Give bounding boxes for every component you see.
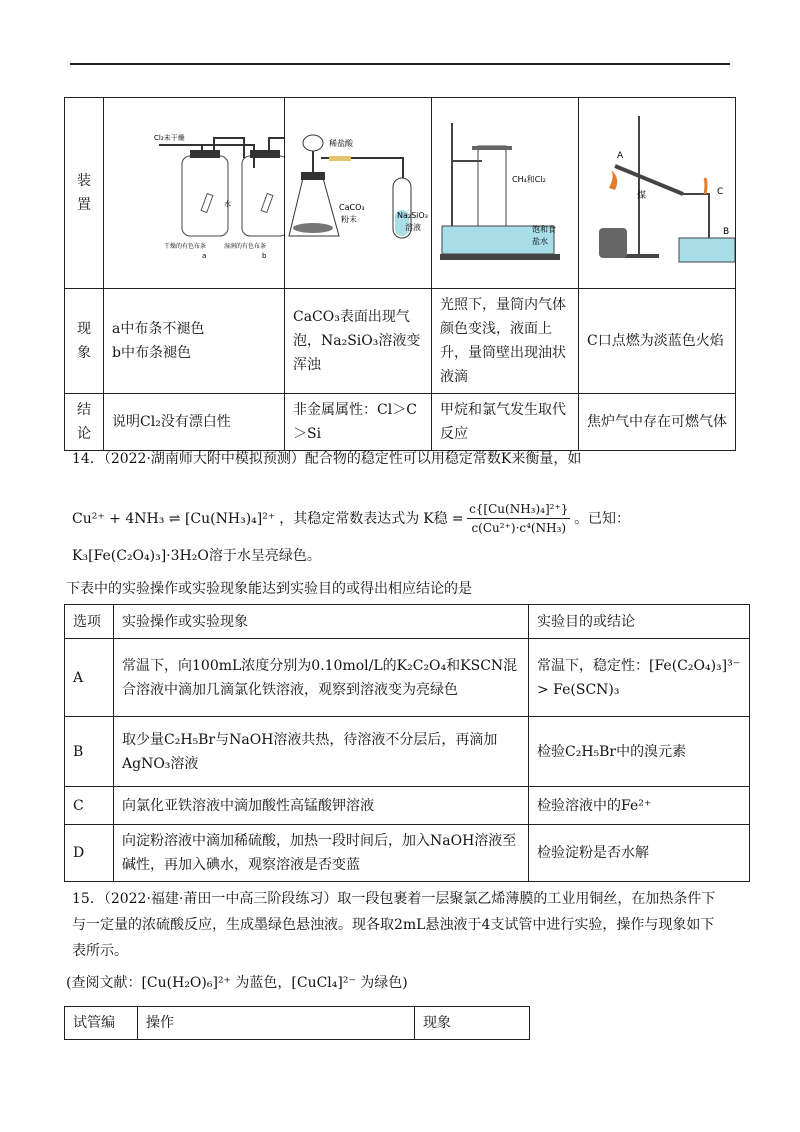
q14-stem: 14．（2022·湖南师大附中模拟预测）配合物的稳定性可以用稳定常数K来衡量，如 bbox=[72, 451, 582, 467]
header-rule bbox=[70, 63, 730, 65]
conclusion-4: 焦炉气中存在可燃气体 bbox=[579, 394, 736, 451]
q14-formula: K₃[Fe(C₂O₄)₃]·3H₂O bbox=[72, 548, 209, 564]
table-row bbox=[65, 787, 750, 825]
option-c-conclusion: 检验溶液中的Fe²⁺ bbox=[529, 787, 750, 825]
q15-line1: 15．（2022·福建·莆田一中高三阶段练习）取一段包裹着一层聚氯乙烯薄膜的工业用铜丝，在加热条件下 bbox=[72, 891, 716, 907]
option-d-operation: 向淀粉溶液中滴加稀硫酸，加热一段时间后，加入NaOH溶液至碱性，再加入碘水，观察溶液是否变蓝 bbox=[114, 825, 529, 882]
q15-line4: (查阅文献：[Cu(H₂O)₆]²⁺ 为蓝色，[CuCl₄]²⁻ 为绿色) bbox=[66, 975, 408, 991]
t2-header-option: 选项 bbox=[65, 605, 114, 639]
q14-line4: 下表中的实验操作或实验现象能达到实验目的或得出相应结论的是 bbox=[66, 581, 472, 597]
t3-header-operation: 操作 bbox=[138, 1007, 415, 1040]
app4-label-b: B bbox=[723, 227, 730, 237]
t3-header-phenomenon: 现象 bbox=[415, 1007, 530, 1040]
apparatus-coal-gas bbox=[579, 98, 736, 289]
app4-coal-label: 煤 bbox=[637, 191, 647, 201]
option-d-conclusion: 检验淀粉是否水解 bbox=[529, 825, 750, 882]
q14-k-fraction bbox=[467, 500, 570, 537]
q14-eq-left: Cu²⁺ + 4NH₃ ⇌ [Cu(NH₃)₄]²⁺ bbox=[72, 510, 276, 527]
q14-line3 bbox=[72, 545, 321, 567]
apparatus-methane-chlorine bbox=[432, 98, 579, 289]
experiment-table-1 bbox=[64, 97, 736, 451]
app4-label-a: A bbox=[617, 151, 624, 161]
t2-header-operation: 实验操作或实验现象 bbox=[114, 605, 529, 639]
option-b: B bbox=[65, 717, 114, 787]
row-label-device: 装置 bbox=[65, 98, 104, 289]
app1-label-b: 湿润的有色布条 bbox=[224, 243, 267, 250]
app2-sol1: Na₂SiO₃ bbox=[397, 211, 428, 220]
option-c: C bbox=[65, 787, 114, 825]
q14-equation: Cu²⁺ + 4NH₃ ⇌ [Cu(NH₃)₄]²⁺ ，其稳定常数表达式为 K稳 = $\frac{\text{c\{[Cu(NH₃)₄]²⁺\}}}{\text{c(Cu²⁺)·c⁴(NH₃)}}$ 。已知： bbox=[72, 502, 631, 535]
phenomenon-1b: b中布条褪色 bbox=[112, 345, 191, 361]
table-row bbox=[65, 825, 750, 882]
app2-solid2: 粉末 bbox=[341, 215, 357, 224]
app3-sol2: 盐水 bbox=[532, 237, 548, 246]
option-c-operation: 向氯化亚铁溶液中滴加酸性高锰酸钾溶液 bbox=[114, 787, 529, 825]
conclusion-3: 甲烷和氯气发生取代反应 bbox=[432, 394, 579, 451]
option-d: D bbox=[65, 825, 114, 882]
option-b-operation: 取少量C₂H₅Br与NaOH溶液共热，待溶液不分层后，再滴加AgNO₃溶液 bbox=[114, 717, 529, 787]
q14-k-symbol: K稳 bbox=[423, 510, 448, 527]
phenomenon-3: 光照下，量筒内气体颜色变浅，液面上升，量筒壁出现油状液滴 bbox=[432, 289, 579, 394]
app1-label-a2: a bbox=[202, 252, 207, 260]
q14-k-den: c(Cu²⁺)·c⁴(NH₃) bbox=[467, 518, 570, 537]
t3-header-tube: 试管编 bbox=[65, 1007, 138, 1040]
apparatus-acid-carbonate bbox=[285, 98, 432, 289]
q15-line3: 表所示。 bbox=[72, 943, 128, 959]
app4-label-c: C bbox=[717, 187, 724, 197]
q14-eq-end: 。已知： bbox=[574, 510, 631, 527]
app2-solid1: CaCO₃ bbox=[339, 203, 365, 212]
row-label-phenomenon: 现象 bbox=[65, 289, 104, 394]
app1-water-label: 水 bbox=[224, 200, 231, 208]
q14-eq-mid: ，其稳定常数表达式为 bbox=[279, 510, 420, 527]
phenomenon-1 bbox=[104, 289, 285, 394]
app2-acid-label: 稀盐酸 bbox=[329, 139, 353, 148]
app3-sol1: 饱和食 bbox=[532, 225, 556, 234]
app3-gas-label: CH₄和Cl₂ bbox=[512, 175, 546, 184]
option-a: A bbox=[65, 639, 114, 717]
app1-label-a: 干燥的有色布条 bbox=[164, 243, 207, 250]
phenomenon-2: CaCO₃表面出现气泡，Na₂SiO₃溶液变浑浊 bbox=[285, 289, 432, 394]
phenomenon-4: C口点燃为淡蓝色火焰 bbox=[579, 289, 736, 394]
apparatus-chlorine-bleach bbox=[104, 98, 285, 289]
q14-line3-text: 溶于水呈亮绿色。 bbox=[208, 548, 321, 564]
app1-gas-label: Cl₂未干燥 bbox=[154, 134, 185, 142]
option-a-operation: 常温下，向100mL浓度分别为0.10mol/L的K₂C₂O₄和KSCN混合溶液中滴加几滴氯化铁溶液，观察到溶液变为亮绿色 bbox=[114, 639, 529, 717]
q14-k-num: c{[Cu(NH₃)₄]²⁺} bbox=[469, 502, 569, 516]
option-b-conclusion: 检验C₂H₅Br中的溴元素 bbox=[529, 717, 750, 787]
conclusion-1: 说明Cl₂没有漂白性 bbox=[104, 394, 285, 451]
tube-table bbox=[64, 1006, 530, 1040]
conclusion-2: 非金属属性：Cl＞C＞Si bbox=[285, 394, 432, 451]
t2-header-conclusion: 实验目的或结论 bbox=[529, 605, 750, 639]
option-a-conclusion: 常温下，稳定性：[Fe(C₂O₄)₃]³⁻ > Fe(SCN)₃ bbox=[529, 639, 750, 717]
app1-label-b2: b bbox=[262, 252, 267, 260]
options-table bbox=[64, 604, 750, 882]
app2-sol2: 溶液 bbox=[405, 223, 421, 232]
table-row bbox=[65, 717, 750, 787]
table-row bbox=[65, 639, 750, 717]
row-label-conclusion: 结论 bbox=[65, 394, 104, 451]
phenomenon-1a: a中布条不褪色 bbox=[112, 321, 205, 337]
q15-line2: 与一定量的浓硫酸反应，生成墨绿色悬浊液。现各取2mL悬浊液于4支试管中进行实验，操作与现象如下 bbox=[72, 917, 715, 933]
